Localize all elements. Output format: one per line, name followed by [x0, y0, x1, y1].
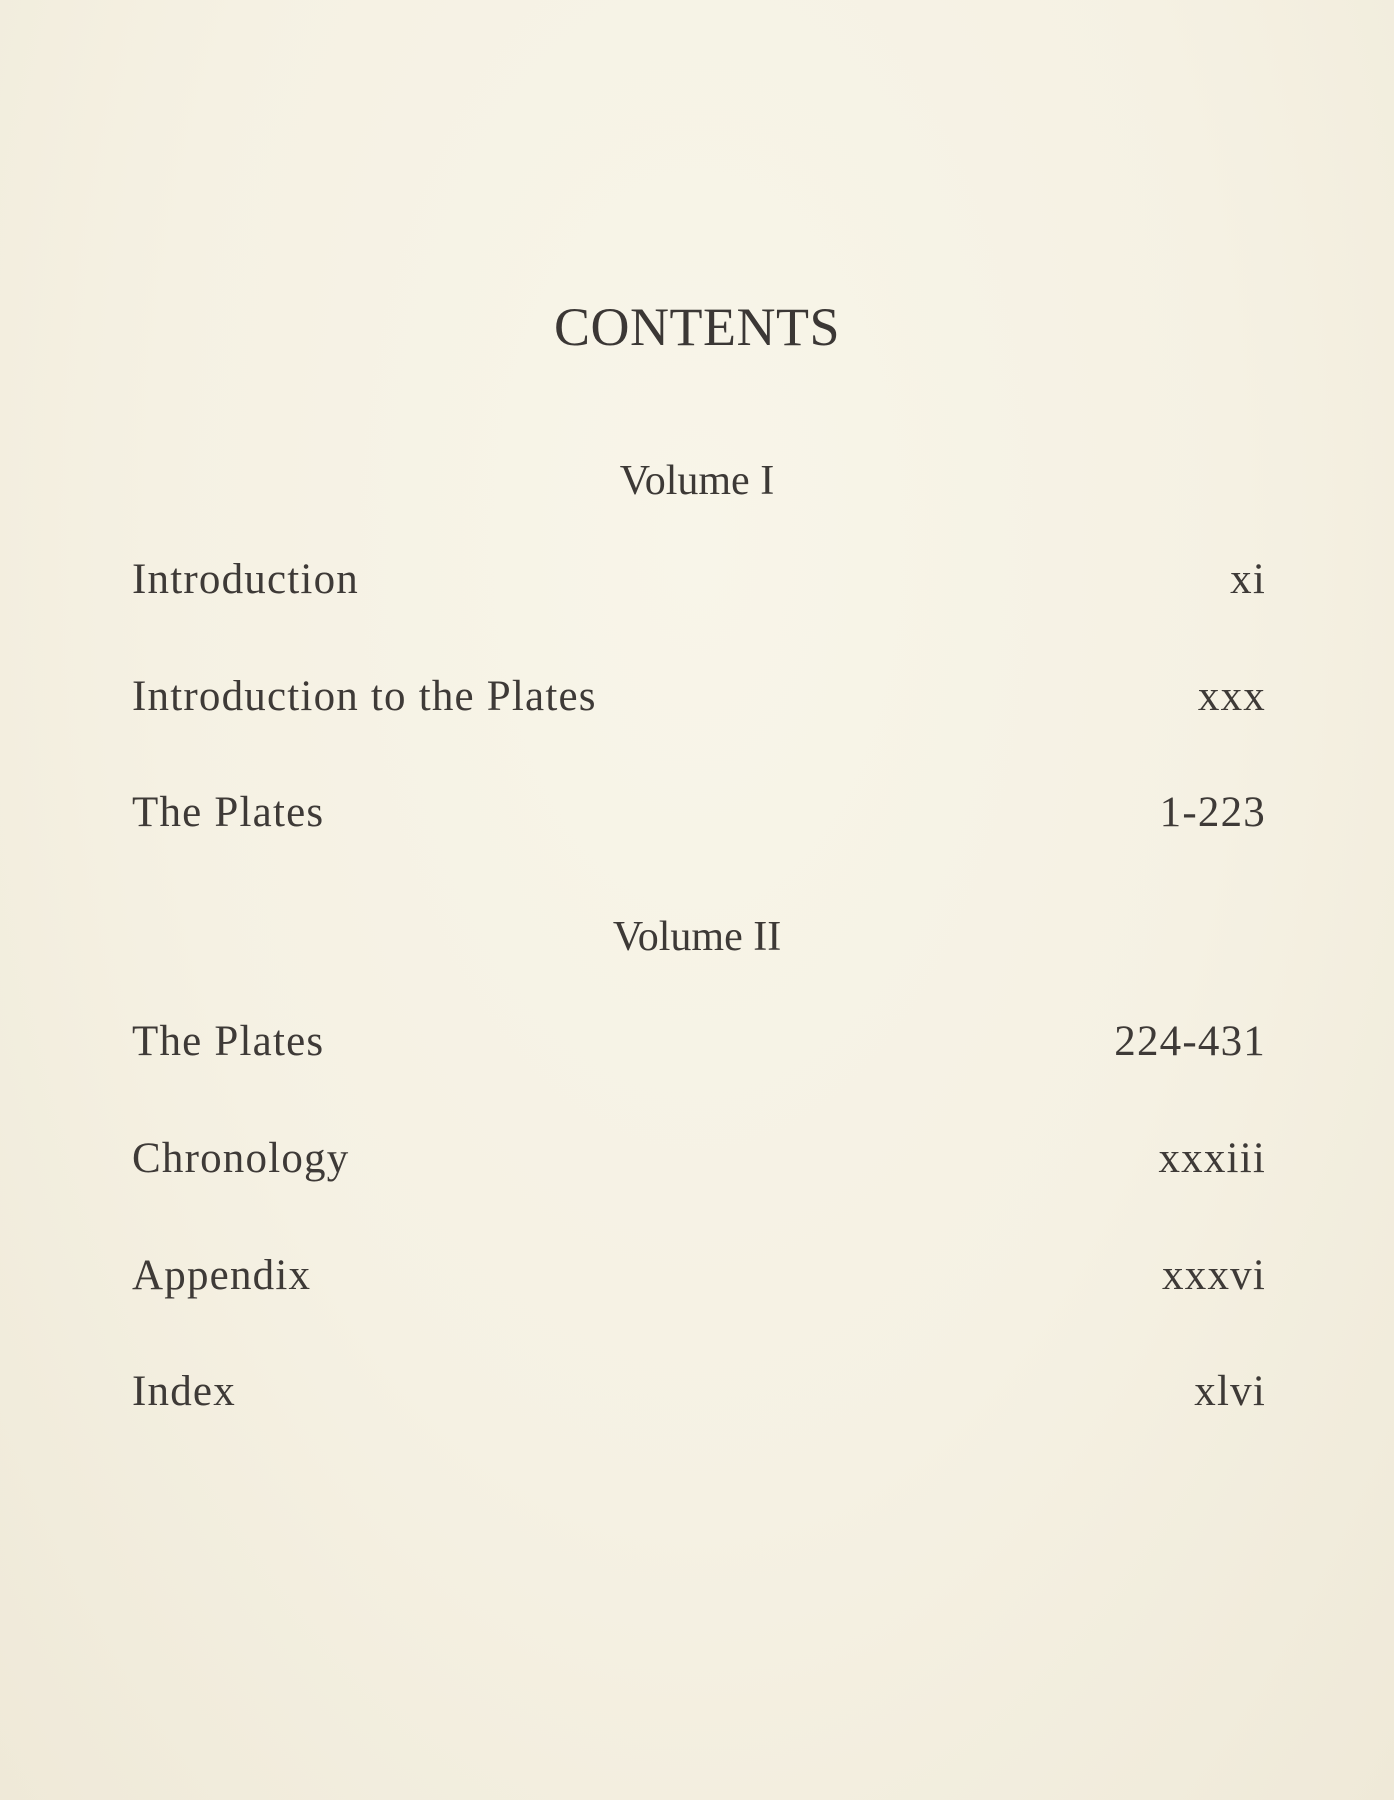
toc-entry-label: Introduction to the Plates	[132, 673, 597, 720]
toc-entry-label: The Plates	[132, 789, 325, 836]
toc-entry-plates-vol2	[132, 1020, 1266, 1063]
toc-entry-chronology	[132, 1137, 1266, 1180]
toc-entry-page: xi	[1230, 556, 1266, 603]
toc-entry-label: Appendix	[132, 1252, 312, 1299]
toc-entry-introduction-to-plates	[132, 675, 1266, 718]
toc-entry-introduction	[132, 558, 1266, 601]
toc-entry-page: xxxiii	[1158, 1135, 1266, 1182]
toc-entry-page: xlvi	[1194, 1368, 1266, 1415]
toc-entry-page: xxxvi	[1162, 1252, 1266, 1299]
toc-entry-label: Chronology	[132, 1135, 350, 1182]
page-title: CONTENTS	[554, 297, 840, 357]
volume-1-heading: Volume I	[619, 458, 775, 504]
toc-entry-index	[132, 1370, 1266, 1413]
toc-entry-page: xxx	[1197, 673, 1266, 720]
toc-entry-page: 1-223	[1159, 789, 1266, 836]
toc-entry-plates-vol1	[132, 791, 1266, 834]
volume-2-heading: Volume II	[612, 914, 782, 960]
toc-entry-label: The Plates	[132, 1018, 325, 1065]
toc-entry-page: 224-431	[1114, 1018, 1266, 1065]
toc-entry-appendix	[132, 1254, 1266, 1297]
toc-entry-label: Index	[132, 1368, 236, 1415]
toc-entry-label: Introduction	[132, 556, 359, 603]
